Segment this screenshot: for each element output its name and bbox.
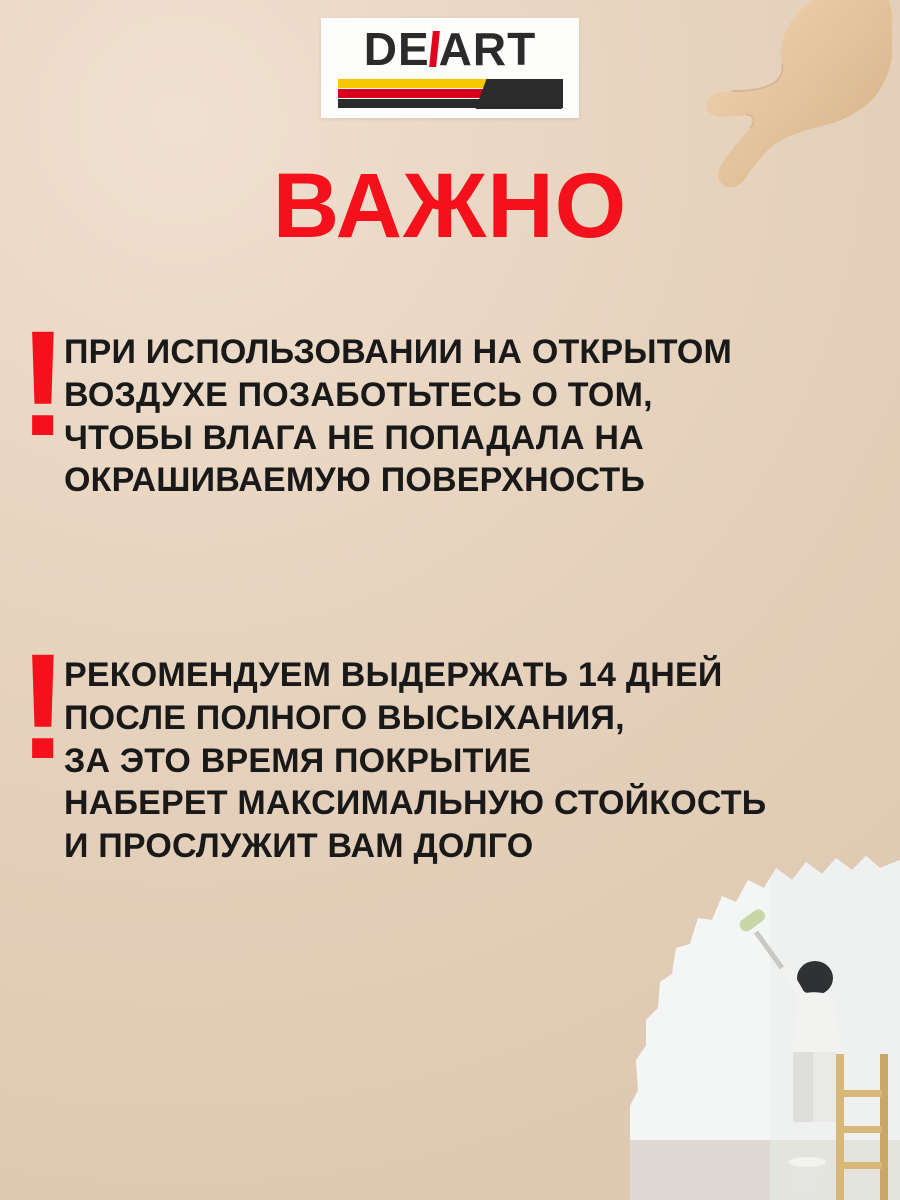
exclamation-mark-icon: !	[18, 622, 68, 790]
brand-name-part1: DE	[363, 23, 430, 75]
warning-line: И ПРОСЛУЖИТ ВАМ ДОЛГО	[64, 827, 534, 866]
warning-line: РЕКОМЕНДУЕМ ВЫДЕРЖАТЬ 14 ДНЕЙ	[64, 656, 723, 694]
flag-black-block	[475, 79, 562, 109]
warning-line: ПОСЛЕ ПОЛНОГО ВЫСЫХАНИЯ,	[64, 698, 625, 737]
warning-line: ЧТОБЫ ВЛАГА НЕ ПОПАДАЛА НА	[64, 418, 644, 457]
warning-line: НАБЕРЕТ МАКСИМАЛЬНУЮ СТОЙКОСТЬ	[64, 784, 767, 823]
warning-block-1	[18, 299, 888, 502]
brand-logo-text	[363, 23, 537, 75]
warning-block-1-text	[64, 325, 888, 502]
warning-line: ПРИ ИСПОЛЬЗОВАНИИ НА ОТКРЫТОМ	[64, 333, 733, 371]
german-flag-stripes-icon	[338, 79, 563, 109]
painter-with-roller-photo	[630, 840, 900, 1200]
exclamation-mark-icon: !	[18, 299, 68, 467]
warning-block-2-text	[64, 648, 888, 868]
warning-line: ОКРАШИВАЕМУЮ ПОВЕРХНОСТЬ	[64, 461, 646, 500]
warning-line: ЗА ЭТО ВРЕМЯ ПОКРЫТИЕ	[64, 741, 532, 780]
brand-logo	[321, 18, 579, 118]
warning-block-2	[18, 622, 888, 868]
warning-line: ВОЗДУХЕ ПОЗАБОТЬТЕСЬ О ТОМ,	[64, 375, 653, 414]
page-title: ВАЖНО	[272, 155, 628, 257]
brand-name-part2: ART	[438, 23, 537, 75]
